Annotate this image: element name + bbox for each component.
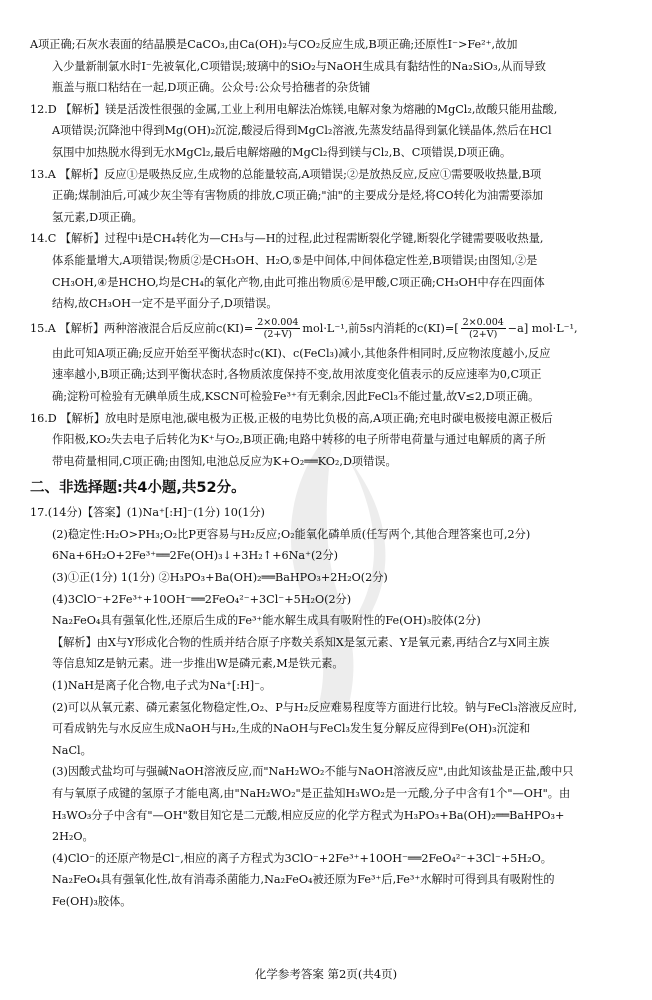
fraction-denominator: (2+V)	[469, 329, 498, 341]
explanation-line: Na₂FeO₄具有强氧化性,故有消毒杀菌能力,Na₂FeO₄被还原为Fe³⁺后,Fe³⁺水解时可得到具有吸附性的	[52, 873, 555, 887]
q13-line: 正确;煤制油后,可减少灰尘等有害物质的排放,C项正确;"油"的主要成分是烃,将CO转化为油需要添加	[52, 189, 544, 203]
text-line: 入少量新制氯水时I⁻先被氧化,C项错误;玻璃中的SiO₂与NaOH生成具有黏结性的Na₂SiO₃,从而导致	[52, 59, 546, 73]
q12-line: A项错误;沉降池中得到Mg(OH)₂沉淀,酸浸后得到MgCl₂溶液,先蒸发结晶得到氯化镁晶体,然后在HCl	[52, 124, 552, 138]
q14-line: 结构,故CH₃OH一定不是平面分子,D项错误。	[52, 297, 278, 311]
q16-line: 16.D 【解析】放电时是原电池,碳电极为正极,正极的电势比负极的高,A项正确;充电时碳电极接电源正极后	[30, 411, 553, 425]
explanation-line: H₃WO₃分子中含有"—OH"数目知它是二元酸,相应反应的化学方程式为H₃PO₃+Ba(OH)₂══BaHPO₃+	[52, 808, 565, 822]
fraction-denominator: (2+V)	[263, 329, 292, 341]
q13-line: 13.A 【解析】反应①是吸热反应,生成物的总能量较高,A项错误;②是放热反应,反应①需要吸收热量,B项	[30, 167, 542, 181]
q12-line: 12.D 【解析】镁是活泼性很强的金属,工业上利用电解法冶炼镁,电解对象为熔融的MgCl₂,故酸只能用盐酸,	[30, 102, 558, 116]
q15-line	[30, 315, 634, 343]
q15-line: 速率越小,B项正确;达到平衡状态时,各物质浓度保持不变,故用浓度变化值表示的反应速率为0,C项正	[52, 368, 542, 382]
q17-line: (2)稳定性:H₂O>PH₃;O₂比P更容易与H₂反应;O₂能氧化磷单质(任写两个,其他合理答案也可,2分)	[52, 527, 531, 541]
q17-line: (4)3ClO⁻+2Fe³⁺+10OH⁻══2FeO₄²⁻+3Cl⁻+5H₂O(2分)	[52, 592, 352, 606]
q15-fraction-2	[461, 317, 506, 340]
q17-line: 6Na+6H₂O+2Fe³⁺══2Fe(OH)₃↓+3H₂↑+6Na⁺(2分)	[52, 549, 339, 563]
q16-line: 带电荷量相同,C项正确;由图知,电池总反应为K+O₂══KO₂,D项错误。	[52, 454, 397, 468]
explanation-line: (2)可以从氧元素、磷元素氢化物稳定性,O₂、P与H₂反应难易程度等方面进行比较。钠与FeCl₃溶液反应时,	[52, 700, 578, 714]
explanation-line: 有与氧原子成键的氢原子才能电离,由"NaH₂WO₂"是正盐知H₃WO₂是一元酸,分子中含有1个"—OH"。由	[52, 787, 571, 800]
q16-line: 作阳极,KO₂失去电子后转化为K⁺与O₂,B项正确;电路中转移的电子所带电荷量与通过电解质的离子所	[52, 433, 546, 447]
q15-line: 由此可知A项正确;反应开始至平衡状态时c(KI)、c(FeCl₃)减小,其他条件相同时,反应物浓度越小,反应	[52, 346, 551, 360]
q14-line: 14.C 【解析】过程中i是CH₄转化为—CH₃与—H的过程,此过程需断裂化学键,断裂化学键需要吸收热量,	[30, 232, 544, 246]
q15-text-a: 15.A 【解析】两种溶液混合后反应前c(KI)=	[30, 321, 254, 335]
explanation-line: Fe(OH)₃胶体。	[52, 894, 132, 908]
explanation-line: 可看成钠先与水反应生成NaOH与H₂,生成的NaOH与FeCl₃发生复分解反应得到Fe(OH)₃沉淀和	[52, 722, 531, 736]
explanation-line: (3)因酸式盐均可与强碱NaOH溶液反应,而"NaH₂WO₂不能与NaOH溶液反应",由此知该盐是正盐,酸中只	[52, 765, 574, 779]
q15-fraction-1	[255, 317, 300, 340]
q17-line: 17.(14分)【答案】(1)Na⁺[:H]⁻(1分) 10(1分)	[30, 506, 265, 520]
section-heading: 二、非选择题:共4小题,共52分。	[30, 480, 246, 497]
answer-text	[30, 34, 634, 913]
text-line: A项正确;石灰水表面的结晶膜是CaCO₃,由Ca(OH)₂与CO₂反应生成,B项正确;还原性I⁻>Fe²⁺,故加	[30, 38, 518, 51]
explanation-line: 【解析】由X与Y形成化合物的性质并结合原子序数关系知X是氢元素、Y是氧元素,再结合Z与X同主族	[52, 635, 550, 649]
explanation-line: (1)NaH是离子化合物,电子式为Na⁺[:H]⁻。	[52, 679, 272, 693]
explanation-line: NaCl。	[52, 743, 92, 757]
q14-line: 体系能量增大,A项错误;物质②是CH₃OH、H₂O,⑤是中间体,中间体稳定性差,B项错误;由图知,②是	[52, 253, 538, 267]
q15-text-c: −a] mol·L⁻¹,	[507, 321, 578, 335]
explanation-line: 等信息知Z是钠元素。进一步推出W是磷元素,M是铁元素。	[52, 657, 344, 671]
fraction-numerator: 2×0.004	[257, 317, 299, 329]
q13-line: 氢元素,D项正确。	[52, 210, 143, 224]
q12-line: 氛围中加热脱水得到无水MgCl₂,最后电解熔融的MgCl₂得到镁与Cl₂,B、C项错误,D项正确。	[52, 145, 512, 159]
q15-text-b: mol·L⁻¹,前5s内消耗的c(KI)=[	[302, 321, 459, 335]
fraction-numerator: 2×0.004	[462, 317, 504, 329]
q17-line: Na₂FeO₄具有强氧化性,还原后生成的Fe³⁺能水解生成具有吸附性的Fe(OH)₃胶体(2分)	[52, 614, 481, 628]
q14-line: CH₃OH,④是HCHO,均是CH₄的氧化产物,由此可推出物质⑥是甲酸,C项正确;CH₃OH中存在四面体	[52, 275, 545, 289]
q17-line: (3)①正(1分) 1(1分) ②H₃PO₃+Ba(OH)₂══BaHPO₃+2H₂O(2分)	[52, 571, 388, 585]
explanation-line: (4)ClO⁻的还原产物是Cl⁻,相应的离子方程式为3ClO⁻+2Fe³⁺+10OH⁻══2FeO₄²⁻+3Cl⁻+5H₂O。	[52, 851, 552, 865]
q15-line: 确;淀粉可检验有无碘单质生成,KSCN可检验Fe³⁺有无剩余,因此FeCl₃不能过量,故V≤2,D项正确。	[52, 389, 540, 403]
explanation-line: 2H₂O。	[52, 830, 94, 844]
text-line: 瓶盖与瓶口粘结在一起,D项正确。公众号:公众号拾穗者的杂货铺	[52, 81, 371, 95]
page-footer: 化学参考答案 第2页(共4页)	[254, 967, 398, 981]
